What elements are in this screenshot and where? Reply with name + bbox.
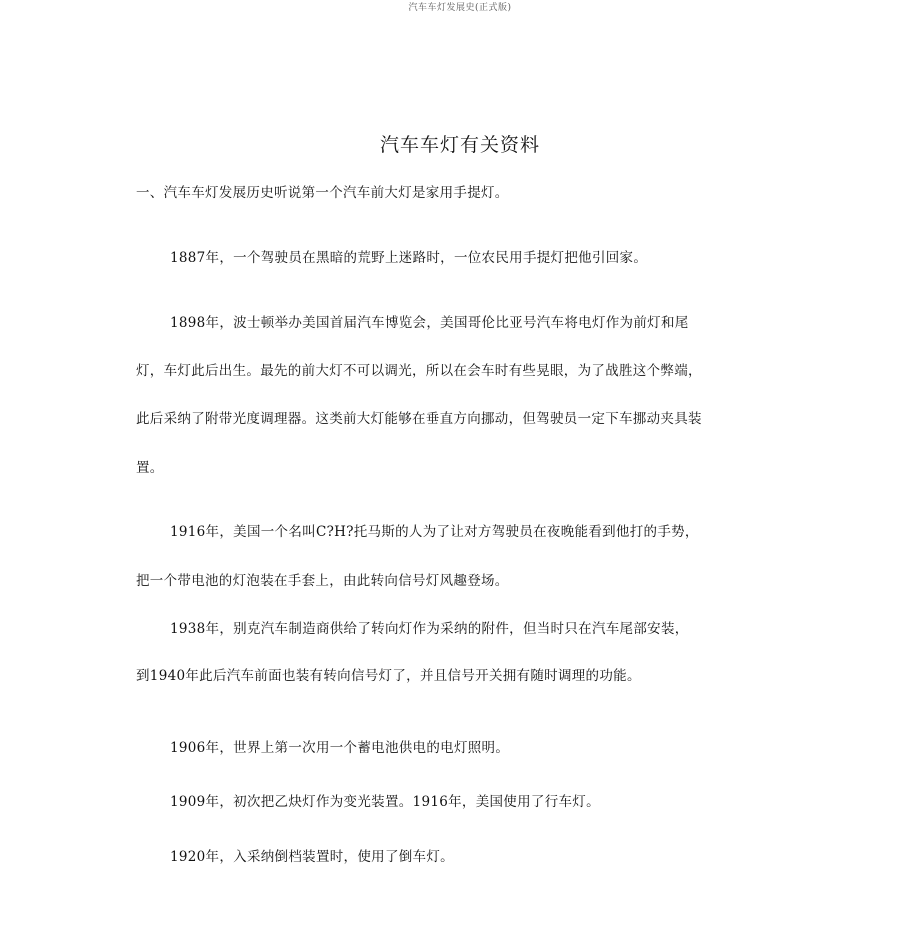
text-line: 1906年，世界上第一次用一个蓄电池供电的电灯照明。 xyxy=(170,740,510,756)
text-line: 1898年，波士顿举办美国首届汽车博览会，美国哥伦比亚号汽车将电灯作为前灯和尾 xyxy=(170,315,689,331)
text-line: 1887年，一个驾驶员在黑暗的荒野上迷路时，一位农民用手提灯把他引回家。 xyxy=(170,250,648,266)
text-line: 1909年，初次把乙炔灯作为变光装置。1916年，美国使用了行车灯。 xyxy=(170,794,600,810)
text-line: 到1940年此后汽车前面也装有转向信号灯了，并且信号开关拥有随时调理的功能。 xyxy=(136,668,641,684)
text-line: 置。 xyxy=(136,460,164,476)
text-line: 1916年，美国一个名叫C?H?托马斯的人为了让对方驾驶员在夜晚能看到他打的手势， xyxy=(170,524,699,540)
text-line: 1920年，入采纳倒档装置时，使用了倒车灯。 xyxy=(170,849,454,865)
running-header: 汽车车灯发展史(正式版) xyxy=(408,3,512,13)
document-title: 汽车车灯有关资料 xyxy=(379,134,540,156)
text-line: 把一个带电池的灯泡装在手套上，由此转向信号灯风趣登场。 xyxy=(136,573,509,589)
text-line: 灯，车灯此后出生。最先的前大灯不可以调光，所以在会车时有些晃眼，为了战胜这个弊端， xyxy=(136,363,702,379)
text-line: 此后采纳了附带光度调理器。这类前大灯能够在垂直方向挪动，但驾驶员一定下车挪动夹具装 xyxy=(136,411,702,427)
text-line: 1938年，别克汽车制造商供给了转向灯作为采纳的附件，但当时只在汽车尾部安装， xyxy=(170,621,689,637)
text-line: 一、汽车车灯发展历史听说第一个汽车前大灯是家用手提灯。 xyxy=(136,185,509,201)
